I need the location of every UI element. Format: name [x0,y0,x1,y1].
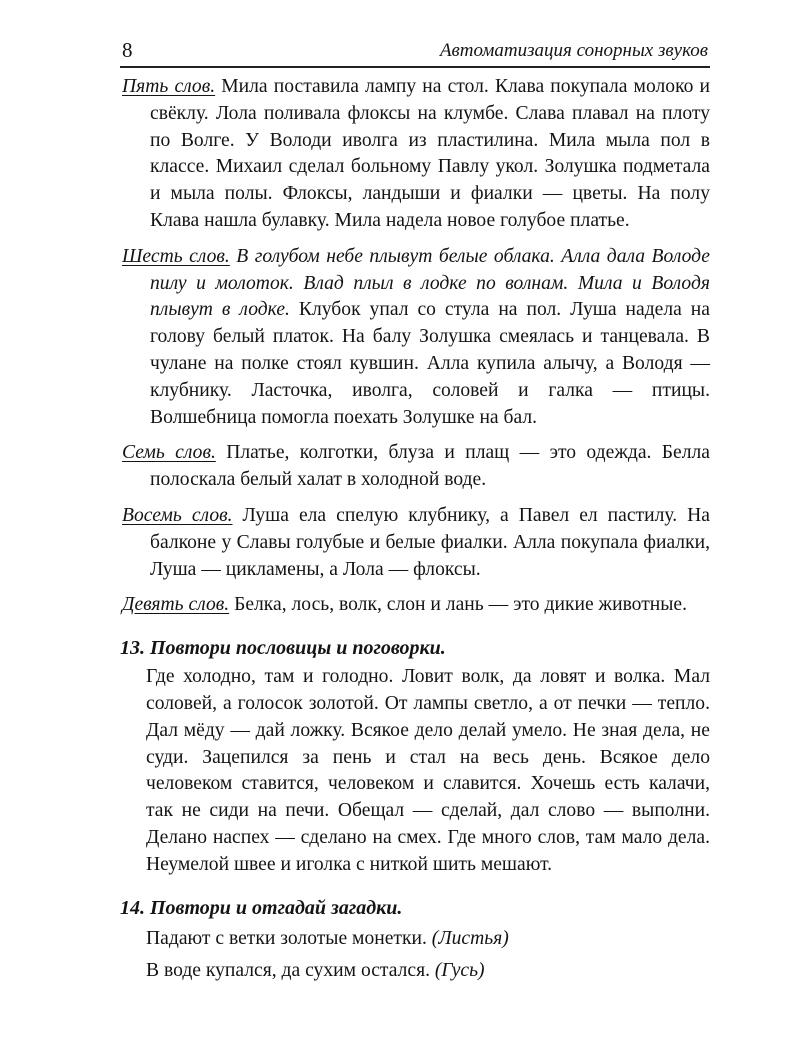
entry-text: Луша ела спелую клубнику, а Павел ел пастилу. На балконе у Славы голубые и белые фиалки. Алла покупала фиалки, Луша — цикламены, а Лола — флоксы. [150,504,710,580]
entry-text: Платье, колготки, блуза и плащ — это одежда. Белла полоскала белый халат в холодной воде. [150,442,710,491]
section-14-title: 14. Повтори и отгадай загадки. [120,896,403,919]
entry-label: Семь слов. [122,442,216,464]
entry-text: Клубок упал со стула на пол. Луша надела на голову белый платок. На балу Золушка смеялась и танцевала. В чулане на полке стоял кувшин. Алла купила алычу, а Володя — клубнику. Ласточка, иволга, соловей и галка — птицы. Волшебница помогла поехать Золушке на бал. [150,299,710,428]
riddle-text: В воде купался, да сухим остался. [146,960,435,982]
entry-nine-words [120,592,710,619]
entry-seven-words [120,440,710,494]
entry-eight-words [120,503,710,583]
section-13-title: 13. Повтори пословицы и поговорки. [120,637,446,660]
riddle-item [120,926,710,953]
entry-text: Белка, лось, волк, слон и лань — это дикие животные. [229,594,688,616]
riddle-text: Падают с ветки золотые монетки. [146,927,432,949]
entry-six-words [120,244,710,432]
running-title: Автоматизация сонорных звуков [439,40,708,61]
page-header [120,36,710,68]
entry-label: Пять слов. [122,76,216,97]
page-content [120,74,710,989]
entry-five-words [120,74,710,235]
riddle-answer: (Гусь) [434,960,485,982]
riddle-item [120,958,710,985]
entry-label: Шесть слов. [122,245,230,267]
proverbs-text: Где холодно, там и голодно. Ловит волк, да ловят и волка. Мал соловей, а голосок золотой. От лампы светло, а от печки — тепло. Дал мёду — дай ложку. Всякое дело делай умело. Не зная дела, не суди. Зацепился за пень и стал на весь день. Всякое дело человеком ставится, человеком и славится. Хочешь есть калачи, так не сиди на печи. Обещал — сделай, дал слово — выполни. Делано наспех — сделано на смех. Где много слов, там мало дела. Неумелой швее и иголка с ниткой шить мешают. [146,666,710,875]
page-number: 8 [122,38,133,62]
entry-italic-text: В голубом небе плывут белые облака. Алла дала Володе пилу и молоток. Влад плыл в лодке по волнам. Мила и Володя плывут в лодке. [150,245,710,321]
entry-label: Восемь слов. [122,504,233,526]
entry-label: Девять слов. [122,594,230,616]
riddle-answer: (Листья) [431,927,509,949]
entry-text: Мила поставила лампу на стол. Клава покупала молоко и свёклу. Лола поливала флоксы на клумбе. Слава плавал на плоту по Волге. У Володи иволга из пластилина. Мила мыла пол в классе. Михаил сделал больному Павлу укол. Золушка подметала и мыла полы. Флоксы, ландыши и фиалки — цветы. На полу Клава нашла булавку. Мила надела новое голубое платье. [150,76,710,231]
